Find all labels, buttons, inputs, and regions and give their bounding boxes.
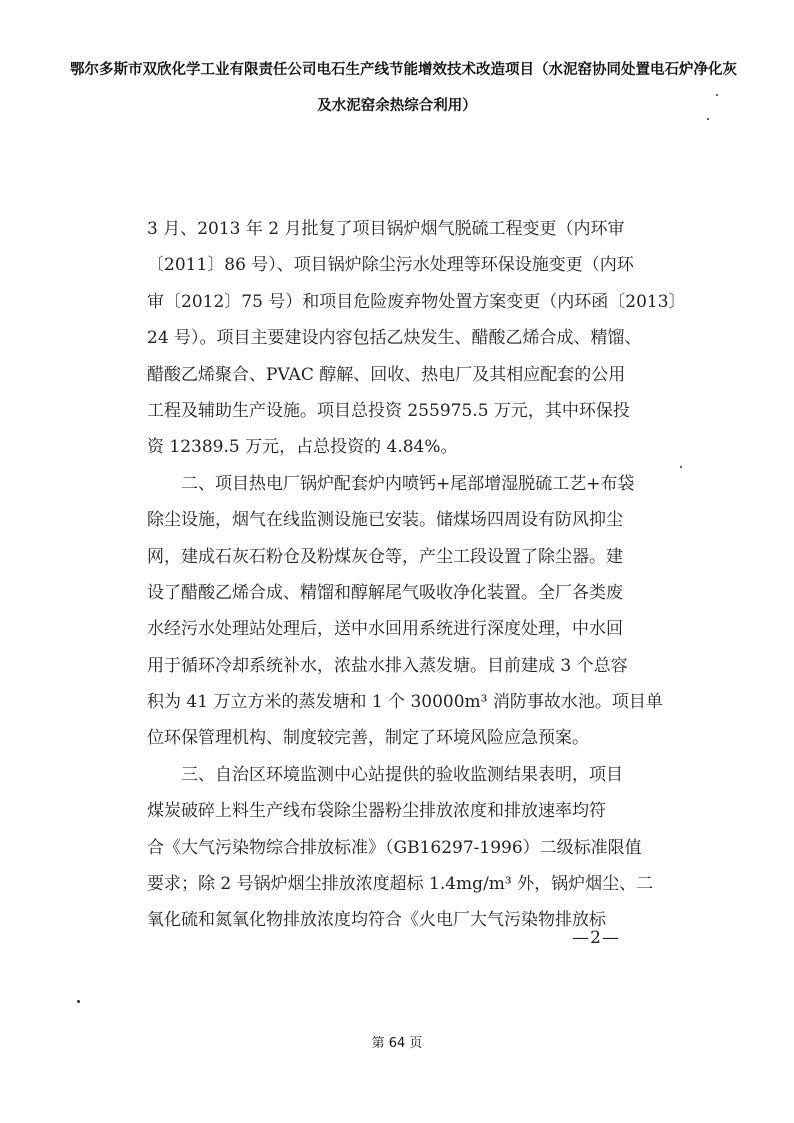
text-line: 网，建成石灰石粉仓及粉煤灰仓等，产尘工段设置了除尘器。建	[147, 546, 623, 567]
text-line: 位环保管理机构、制度较完善，制定了环境风险应急预案。	[147, 728, 589, 749]
document-body	[147, 211, 686, 939]
text-line: 煤炭破碎上料生产线布袋除尘器粉尘排放浓度和排放速率均符	[147, 801, 606, 822]
text-line: 氧化硫和氮氧化物排放浓度均符合《火电厂大气污染物排放标	[147, 910, 606, 931]
header-line-1: 鄂尔多斯市双欣化学工业有限责任公司电石生产线节能增效技术改造项目（水泥窑协同处置电石炉净化灰	[70, 62, 737, 78]
text-line: 资 12389.5 万元，占总投资的 4.84%。	[147, 437, 458, 458]
scan-speck	[77, 1000, 80, 1003]
text-line: 〔2011〕86 号）、项目锅炉除尘污水处理等环保设施变更（内环	[147, 255, 634, 276]
text-line: 除尘设施，烟气在线监测设施已安装。储煤场四周设有防风抑尘	[147, 510, 623, 531]
text-line: 三、自治区环境监测中心站提供的验收监测结果表明，项目	[147, 764, 623, 785]
page-footer: 第 64 页	[371, 1036, 423, 1051]
text-line: 3 月、2013 年 2 月批复了项目锅炉烟气脱硫工程变更（内环审	[147, 219, 625, 239]
text-line: 要求；除 2 号锅炉烟尘排放浓度超标 1.4mg/m³ 外，锅炉烟尘、二	[147, 874, 654, 895]
scan-speck	[716, 94, 718, 96]
scan-speck	[707, 118, 709, 120]
header-line-2: 及水泥窑余热综合利用）	[317, 98, 477, 115]
text-line: 二、项目热电厂锅炉配套炉内喷钙+尾部增湿脱硫工艺+布袋	[147, 473, 635, 494]
document-header	[70, 52, 737, 125]
paragraph-2	[147, 466, 663, 757]
text-line: 积为 41 万立方米的蒸发塘和 1 个 30000m³ 消防事故水池。项目单	[147, 692, 663, 713]
text-line: 用于循环冷却系统补水，浓盐水排入蒸发塘。目前建成 3 个总容	[147, 655, 628, 676]
scan-speck	[680, 466, 682, 468]
text-line: 审〔2012〕75 号）和项目危险废弃物处置方案变更（内环函〔2013〕	[147, 291, 686, 312]
text-line: 醋酸乙烯聚合、PVAC 醇解、回收、热电厂及其相应配套的公用	[147, 364, 626, 385]
page-number: —2—	[572, 928, 620, 948]
text-line: 设了醋酸乙烯合成、精馏和醇解尾气吸收净化装置。全厂各类废	[147, 582, 623, 603]
text-line: 水经污水处理站处理后，送中水回用系统进行深度处理，中水回	[147, 619, 623, 640]
text-line: 24 号）。项目主要建设内容包括乙炔发生、醋酸乙烯合成、精馏、	[147, 328, 642, 349]
paragraph-1	[147, 211, 686, 466]
text-line: 合《大气污染物综合排放标准》（GB16297-1996）二级标准限值	[147, 837, 642, 858]
text-line: 工程及辅助生产设施。项目总投资 255975.5 万元，其中环保投	[147, 400, 630, 421]
paragraph-3	[147, 757, 657, 939]
